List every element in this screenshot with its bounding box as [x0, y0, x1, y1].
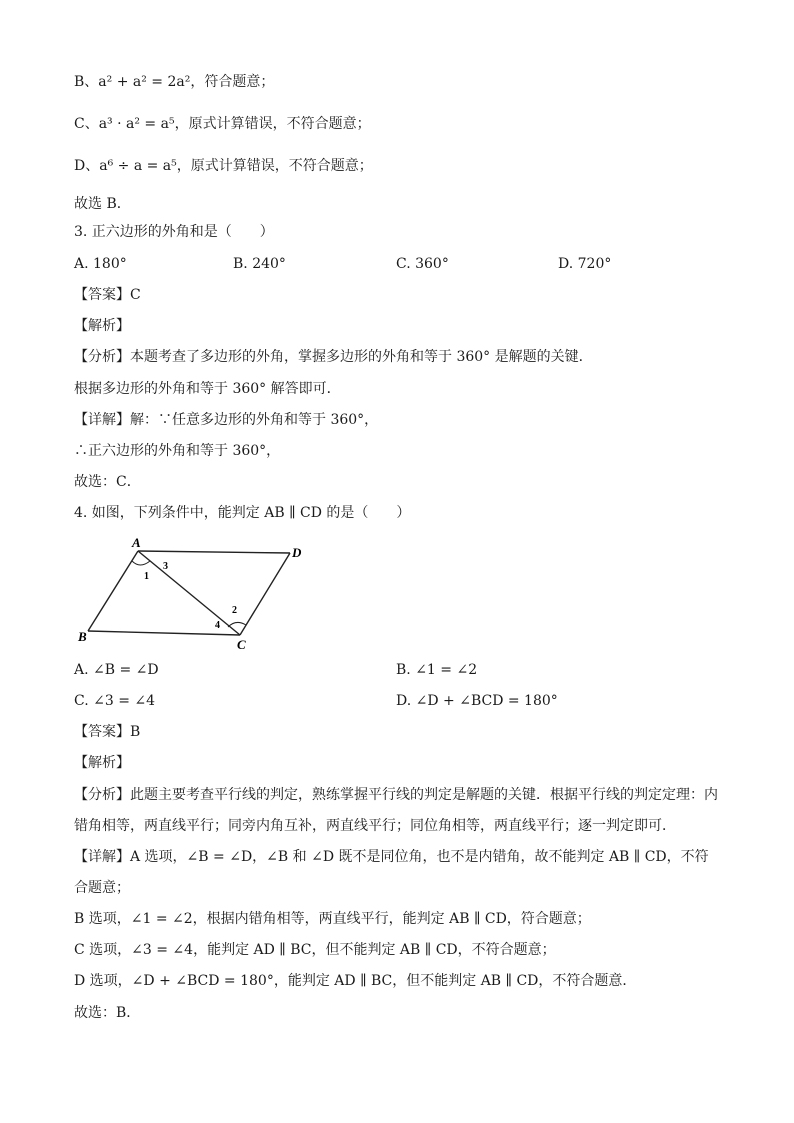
- q4-choose: 故选：B．: [74, 1005, 141, 1021]
- q3-option-b: B. 240°: [233, 256, 286, 272]
- segment-bc: [88, 631, 240, 635]
- q3-jiexi: 【解析】: [74, 318, 130, 334]
- figure-svg: [74, 535, 314, 650]
- label-a: A: [132, 535, 141, 550]
- angle-label-1: 1: [144, 571, 149, 582]
- segment-ac: [138, 551, 240, 635]
- q3-xiangjie-2: ∴正六边形的外角和等于 360°，: [74, 443, 281, 459]
- line-choose-b: 故选 B．: [74, 196, 131, 212]
- angle-arc-c: [228, 622, 246, 627]
- q3-option-a: A. 180°: [74, 256, 127, 272]
- q4-xiangjie-2: 合题意；: [74, 880, 130, 896]
- q4-option-b-explain: B 选项，∠1 = ∠2，根据内错角相等，两直线平行，能判定 AB ∥ CD，符合题意；: [74, 911, 591, 927]
- q3-option-d: D. 720°: [558, 256, 612, 272]
- q4-jiexi: 【解析】: [74, 755, 130, 771]
- q4-fenxi: 【分析】此题主要考查平行线的判定，熟练掌握平行线的判定是解题的关键．根据平行线的判定定理：内: [74, 787, 718, 803]
- label-b: B: [78, 629, 87, 644]
- angle-label-4: 4: [215, 620, 220, 631]
- q4-option-b: B. ∠1 = ∠2: [396, 662, 478, 678]
- label-d: D: [292, 545, 302, 560]
- q4-option-d: D. ∠D + ∠BCD = 180°: [396, 693, 558, 709]
- angle-label-3: 3: [163, 561, 168, 572]
- q4-answer: 【答案】B: [74, 724, 141, 740]
- line-b: B、a² + a² = 2a²，符合题意；: [74, 74, 275, 90]
- line-c: C、a³ · a² = a⁵，原式计算错误，不符合题意；: [74, 116, 371, 132]
- label-c: C: [237, 637, 246, 650]
- q4-xiangjie: 【详解】A 选项，∠B = ∠D，∠B 和 ∠D 既不是同位角，也不是内错角，故不能判定 AB ∥ CD，不符: [74, 849, 709, 865]
- question-3: 3. 正六边形的外角和是（ ）: [74, 224, 274, 240]
- q4-fenxi-2: 错角相等，两直线平行；同旁内角互补，两直线平行；同位角相等，两直线平行；逐一判定即可．: [74, 818, 676, 834]
- line-d: D、a⁶ ÷ a = a⁵，原式计算错误，不符合题意；: [74, 158, 373, 174]
- parallelogram-figure: [74, 535, 314, 650]
- q4-option-a: A. ∠B = ∠D: [74, 662, 159, 678]
- q3-fenxi-2: 根据多边形的外角和等于 360° 解答即可．: [74, 381, 341, 397]
- q4-option-d-explain: D 选项，∠D + ∠BCD = 180°，能判定 AD ∥ BC，但不能判定 AB ∥ CD，不符合题意．: [74, 973, 637, 989]
- q4-option-c: C. ∠3 = ∠4: [74, 693, 156, 709]
- q3-choose: 故选：C．: [74, 474, 141, 490]
- angle-label-2: 2: [232, 605, 237, 616]
- q3-xiangjie: 【详解】解：∵任意多边形的外角和等于 360°，: [74, 412, 379, 428]
- segment-ad: [138, 551, 290, 553]
- question-4: 4. 如图，下列条件中，能判定 AB ∥ CD 的是（ ）: [74, 505, 411, 521]
- q3-option-c: C. 360°: [396, 256, 449, 272]
- angle-arc-a: [132, 561, 150, 565]
- q3-fenxi: 【分析】本题考查了多边形的外角，掌握多边形的外角和等于 360° 是解题的关键．: [74, 349, 593, 365]
- q3-answer: 【答案】C: [74, 287, 141, 303]
- q4-option-c-explain: C 选项，∠3 = ∠4，能判定 AD ∥ BC，但不能判定 AB ∥ CD，不符合题意；: [74, 942, 556, 958]
- segment-cd: [240, 553, 290, 635]
- segment-ab: [88, 551, 138, 631]
